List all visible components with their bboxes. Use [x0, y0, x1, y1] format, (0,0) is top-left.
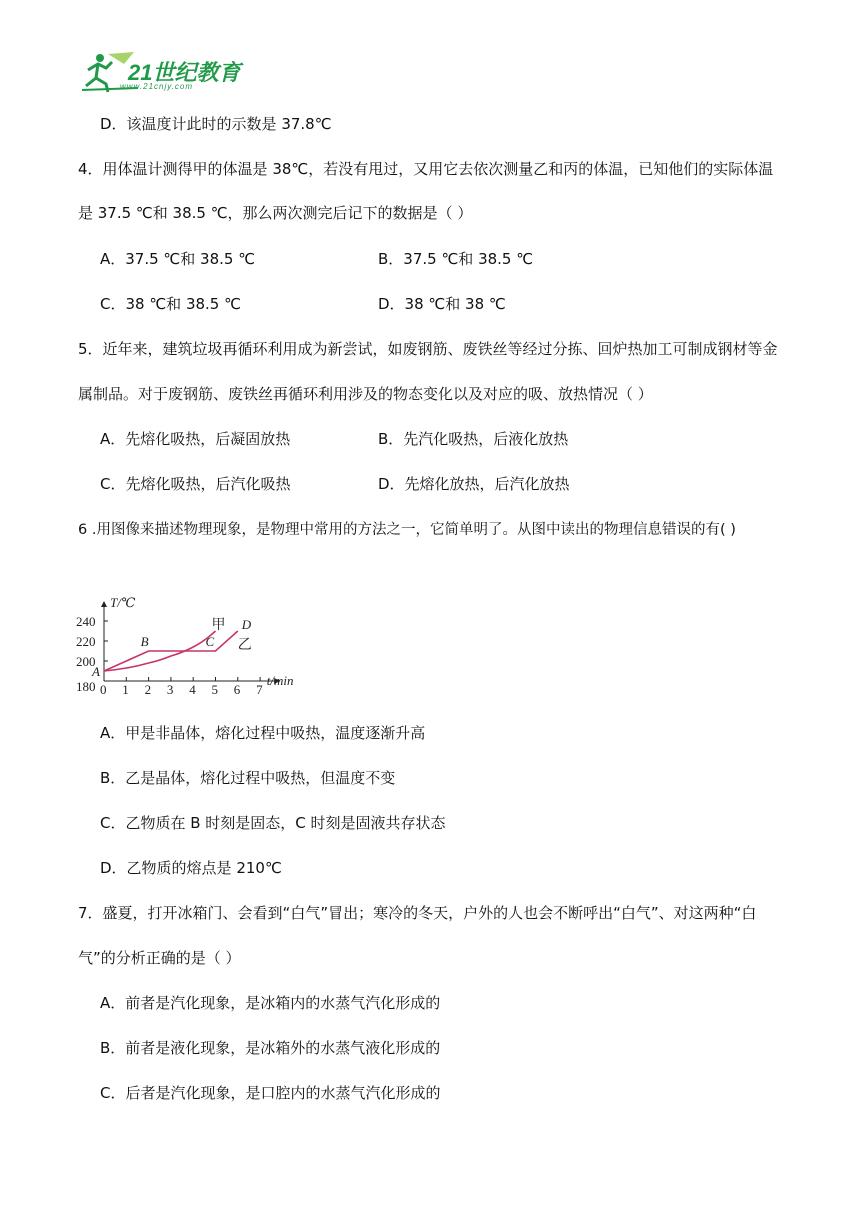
x-tick-label: 4 — [189, 682, 196, 697]
logo: 21世纪教育 www.21cnjy.com — [78, 50, 258, 96]
y-axis-arrow — [101, 601, 107, 607]
series-label-jia: 甲 — [211, 618, 226, 633]
q5-option-d: D．先熔化放热，后汽化放热 — [378, 475, 570, 493]
x-tick-label: 7 — [256, 682, 263, 697]
x-tick-label: 6 — [233, 682, 241, 697]
q4-option-b: B．37.5 ℃和 38.5 ℃ — [378, 250, 534, 268]
q5-option-b: B．先汽化吸热，后液化放热 — [378, 430, 569, 448]
q6-option-a: A．甲是非晶体，熔化过程中吸热，温度逐渐升高 — [100, 724, 426, 742]
q5-text-line2: 属制品。对于废钢筋、废铁丝再循环利用涉及的物态变化以及对应的吸、放热情况（ ） — [78, 385, 653, 403]
y-tick-label: 240 — [76, 614, 96, 629]
q7-option-b: B．前者是液化现象，是冰箱外的水蒸气液化形成的 — [100, 1039, 441, 1057]
q7-text-line1: 7．盛夏，打开冰箱门、会看到“白气”冒出；寒冷的冬天，户外的人也会不断呼出“白气”、对这两种“白 — [78, 904, 757, 922]
q7-option-a: A．前者是汽化现象，是冰箱内的水蒸气汽化形成的 — [100, 994, 441, 1012]
q6-text-line1: 6 .用图像来描述物理现象，是物理中常用的方法之一，它简单明了。从图中读出的物理信息错误的有( ) — [78, 522, 736, 538]
q4-option-d: D．38 ℃和 38 ℃ — [378, 295, 506, 313]
q4-option-a: A．37.5 ℃和 38.5 ℃ — [100, 250, 256, 268]
x-axis-label: t/min — [266, 673, 294, 688]
q5-text-line1: 5．近年来，建筑垃圾再循环利用成为新尝试，如废钢筋、废铁丝等经过分拣、回炉热加工可制成钢材等金 — [78, 340, 778, 358]
y-tick-label: 180 — [76, 679, 96, 694]
q4-text-line1: 4．用体温计测得甲的体温是 38℃，若没有甩过，又用它去依次测量乙和丙的体温，已知他们的实际体温 — [78, 160, 774, 178]
x-tick-label: 0 — [100, 682, 107, 697]
q7-text-line2: 气”的分析正确的是（ ） — [78, 949, 241, 967]
q4-option-c: C．38 ℃和 38.5 ℃ — [100, 295, 241, 313]
series-line-yi — [104, 631, 238, 671]
y-tick-label: 220 — [76, 634, 96, 649]
series-label-yi: 乙 — [237, 638, 252, 653]
temperature-time-chart — [72, 552, 322, 697]
q6-option-c: C．乙物质在 B 时刻是固态，C 时刻是固液共存状态 — [100, 814, 446, 832]
point-label-a: A — [92, 664, 100, 679]
x-tick-label: 5 — [211, 682, 218, 697]
q4-text-line2: 是 37.5 ℃和 38.5 ℃，那么两次测完后记下的数据是（ ） — [78, 204, 473, 222]
y-axis-label: T/℃ — [110, 595, 136, 610]
y-tick-label: 200 — [76, 654, 96, 669]
q5-option-a: A．先熔化吸热，后凝固放热 — [100, 430, 291, 448]
point-label-c: C — [205, 634, 215, 649]
q7-option-c: C．后者是汽化现象，是口腔内的水蒸气汽化形成的 — [100, 1084, 441, 1102]
point-label-d: D — [241, 617, 252, 632]
point-label-b: B — [140, 634, 149, 649]
x-tick-label: 1 — [122, 682, 129, 697]
q6-option-d: D．乙物质的熔点是 210℃ — [100, 859, 282, 877]
q6-option-b: B．乙是晶体，熔化过程中吸热，但温度不变 — [100, 769, 396, 787]
x-tick-label: 2 — [144, 682, 152, 697]
q5-option-c: C．先熔化吸热，后汽化吸热 — [100, 475, 291, 493]
x-tick-label: 3 — [166, 682, 174, 697]
q3-option-d: D．该温度计此时的示数是 37.8℃ — [100, 115, 332, 133]
